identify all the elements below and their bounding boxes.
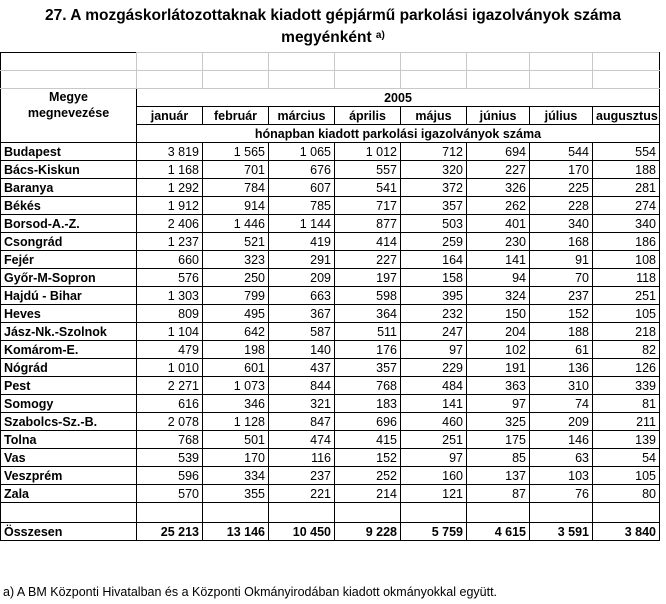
- value-cell: 105: [593, 467, 660, 485]
- value-cell: 209: [269, 269, 335, 287]
- value-cell: 323: [203, 251, 269, 269]
- value-cell: 183: [335, 395, 401, 413]
- value-cell: 768: [335, 377, 401, 395]
- value-cell: 158: [401, 269, 467, 287]
- value-cell: 170: [203, 449, 269, 467]
- value-cell: 1 303: [137, 287, 203, 305]
- title-line-2: [0, 27, 666, 49]
- value-cell: 97: [401, 341, 467, 359]
- value-cell: 437: [269, 359, 335, 377]
- value-cell: 291: [269, 251, 335, 269]
- value-cell: 587: [269, 323, 335, 341]
- county-name: Jász-Nk.-Szolnok: [1, 323, 137, 341]
- value-cell: 495: [203, 305, 269, 323]
- county-name: Nógrád: [1, 359, 137, 377]
- value-cell: 1 168: [137, 161, 203, 179]
- value-cell: 121: [401, 485, 467, 503]
- value-cell: 251: [401, 431, 467, 449]
- value-cell: 250: [203, 269, 269, 287]
- total-value-cell: 13 146: [203, 523, 269, 541]
- table-row: [1, 449, 660, 467]
- value-cell: 325: [467, 413, 530, 431]
- value-cell: 164: [401, 251, 467, 269]
- footnote: a) A BM Központi Hivatalban és a Központi Okmányirodában kiadott okmányokkal együtt.: [3, 585, 498, 599]
- value-cell: 70: [530, 269, 593, 287]
- spacer-row: [1, 53, 660, 71]
- month-header: március: [269, 107, 335, 125]
- value-cell: 596: [137, 467, 203, 485]
- value-cell: 696: [335, 413, 401, 431]
- value-cell: 357: [401, 197, 467, 215]
- value-cell: 415: [335, 431, 401, 449]
- value-cell: 539: [137, 449, 203, 467]
- value-cell: 230: [467, 233, 530, 251]
- table-row: [1, 233, 660, 251]
- county-name: Győr-M-Sopron: [1, 269, 137, 287]
- total-value-cell: 9 228: [335, 523, 401, 541]
- value-cell: 401: [467, 215, 530, 233]
- value-cell: 85: [467, 449, 530, 467]
- value-cell: 355: [203, 485, 269, 503]
- value-cell: 1 292: [137, 179, 203, 197]
- value-cell: 1 446: [203, 215, 269, 233]
- value-cell: 1 128: [203, 413, 269, 431]
- table-row: [1, 287, 660, 305]
- value-cell: 188: [530, 323, 593, 341]
- county-name: Hajdú - Bihar: [1, 287, 137, 305]
- blank-cell: [203, 503, 269, 523]
- county-name: Somogy: [1, 395, 137, 413]
- county-header-line-2: megnevezése: [27, 106, 110, 120]
- value-cell: 1 144: [269, 215, 335, 233]
- value-cell: 152: [530, 305, 593, 323]
- value-cell: 152: [335, 449, 401, 467]
- value-cell: 844: [269, 377, 335, 395]
- blank-cell: [530, 503, 593, 523]
- value-cell: 137: [467, 467, 530, 485]
- value-cell: 281: [593, 179, 660, 197]
- county-header-filler: [1, 125, 137, 143]
- table-row: [1, 161, 660, 179]
- value-cell: 367: [269, 305, 335, 323]
- subheader: hónapban kiadott parkolási igazolványok száma: [137, 125, 660, 143]
- value-cell: 2 406: [137, 215, 203, 233]
- value-cell: 1 237: [137, 233, 203, 251]
- value-cell: 139: [593, 431, 660, 449]
- value-cell: 346: [203, 395, 269, 413]
- value-cell: 479: [137, 341, 203, 359]
- value-cell: 252: [335, 467, 401, 485]
- value-cell: 259: [401, 233, 467, 251]
- value-cell: 82: [593, 341, 660, 359]
- value-cell: 247: [401, 323, 467, 341]
- table-row: [1, 197, 660, 215]
- value-cell: 809: [137, 305, 203, 323]
- value-cell: 251: [593, 287, 660, 305]
- value-cell: 237: [530, 287, 593, 305]
- value-cell: 557: [335, 161, 401, 179]
- blank-cell: [335, 503, 401, 523]
- value-cell: 784: [203, 179, 269, 197]
- value-cell: 63: [530, 449, 593, 467]
- county-name: Budapest: [1, 143, 137, 161]
- value-cell: 105: [593, 305, 660, 323]
- value-cell: 262: [467, 197, 530, 215]
- value-cell: 503: [401, 215, 467, 233]
- value-cell: 701: [203, 161, 269, 179]
- title-line-1: 27. A mozgáskorlátozottaknak kiadott gépjármű parkolási igazolványok száma: [45, 7, 621, 24]
- value-cell: 320: [401, 161, 467, 179]
- county-name: Fejér: [1, 251, 137, 269]
- header-row-year: [1, 89, 660, 107]
- value-cell: 209: [530, 413, 593, 431]
- value-cell: 334: [203, 467, 269, 485]
- value-cell: 484: [401, 377, 467, 395]
- table-row: [1, 341, 660, 359]
- value-cell: 340: [530, 215, 593, 233]
- total-value-cell: 4 615: [467, 523, 530, 541]
- value-cell: 116: [269, 449, 335, 467]
- county-name: Zala: [1, 485, 137, 503]
- table-row: [1, 413, 660, 431]
- value-cell: 1 104: [137, 323, 203, 341]
- value-cell: 141: [467, 251, 530, 269]
- value-cell: 363: [467, 377, 530, 395]
- value-cell: 598: [335, 287, 401, 305]
- value-cell: 1 012: [335, 143, 401, 161]
- county-name: Heves: [1, 305, 137, 323]
- county-name: Békés: [1, 197, 137, 215]
- month-header: június: [467, 107, 530, 125]
- month-header: május: [401, 107, 467, 125]
- blank-cell: [593, 503, 660, 523]
- table-row: [1, 431, 660, 449]
- value-cell: 339: [593, 377, 660, 395]
- value-cell: 1 010: [137, 359, 203, 377]
- table-row: [1, 215, 660, 233]
- value-cell: 108: [593, 251, 660, 269]
- value-cell: 414: [335, 233, 401, 251]
- county-name: Pest: [1, 377, 137, 395]
- table-row: [1, 305, 660, 323]
- county-name: Veszprém: [1, 467, 137, 485]
- header-row-sub: [1, 125, 660, 143]
- value-cell: 76: [530, 485, 593, 503]
- value-cell: 97: [467, 395, 530, 413]
- value-cell: 227: [467, 161, 530, 179]
- blank-cell: [401, 503, 467, 523]
- value-cell: 847: [269, 413, 335, 431]
- total-label: Összesen: [1, 523, 137, 541]
- value-cell: 326: [467, 179, 530, 197]
- table-title: [0, 0, 666, 56]
- table-row: [1, 395, 660, 413]
- value-cell: 191: [467, 359, 530, 377]
- value-cell: 91: [530, 251, 593, 269]
- value-cell: 676: [269, 161, 335, 179]
- value-cell: 1 565: [203, 143, 269, 161]
- value-cell: 474: [269, 431, 335, 449]
- value-cell: 229: [401, 359, 467, 377]
- value-cell: 419: [269, 233, 335, 251]
- county-name: Bács-Kiskun: [1, 161, 137, 179]
- value-cell: 3 819: [137, 143, 203, 161]
- value-cell: 570: [137, 485, 203, 503]
- data-table: [0, 52, 660, 541]
- value-cell: 168: [530, 233, 593, 251]
- county-name: Borsod-A.-Z.: [1, 215, 137, 233]
- value-cell: 61: [530, 341, 593, 359]
- value-cell: 576: [137, 269, 203, 287]
- value-cell: 914: [203, 197, 269, 215]
- value-cell: 321: [269, 395, 335, 413]
- value-cell: 228: [530, 197, 593, 215]
- table-row: [1, 251, 660, 269]
- value-cell: 694: [467, 143, 530, 161]
- value-cell: 188: [593, 161, 660, 179]
- value-cell: 642: [203, 323, 269, 341]
- value-cell: 140: [269, 341, 335, 359]
- total-value-cell: 5 759: [401, 523, 467, 541]
- value-cell: 717: [335, 197, 401, 215]
- value-cell: 501: [203, 431, 269, 449]
- month-header: augusztus: [593, 107, 660, 125]
- month-header: február: [203, 107, 269, 125]
- value-cell: 141: [401, 395, 467, 413]
- title-footnote-marker: a): [375, 30, 385, 41]
- total-value-cell: 25 213: [137, 523, 203, 541]
- value-cell: 372: [401, 179, 467, 197]
- table-row: [1, 359, 660, 377]
- spacer-row: [1, 71, 660, 89]
- value-cell: 198: [203, 341, 269, 359]
- value-cell: 97: [401, 449, 467, 467]
- value-cell: 160: [401, 467, 467, 485]
- value-cell: 102: [467, 341, 530, 359]
- month-header: április: [335, 107, 401, 125]
- value-cell: 616: [137, 395, 203, 413]
- county-name: Baranya: [1, 179, 137, 197]
- value-cell: 799: [203, 287, 269, 305]
- spacer-row: [1, 503, 660, 523]
- value-cell: 554: [593, 143, 660, 161]
- value-cell: 607: [269, 179, 335, 197]
- county-name: Szabolcs-Sz.-B.: [1, 413, 137, 431]
- value-cell: 274: [593, 197, 660, 215]
- value-cell: 103: [530, 467, 593, 485]
- value-cell: 2 078: [137, 413, 203, 431]
- value-cell: 521: [203, 233, 269, 251]
- value-cell: 218: [593, 323, 660, 341]
- value-cell: 211: [593, 413, 660, 431]
- value-cell: 81: [593, 395, 660, 413]
- county-name: Komárom-E.: [1, 341, 137, 359]
- blank-cell: [467, 503, 530, 523]
- value-cell: 601: [203, 359, 269, 377]
- total-row: [1, 523, 660, 541]
- value-cell: 227: [335, 251, 401, 269]
- value-cell: 712: [401, 143, 467, 161]
- value-cell: 94: [467, 269, 530, 287]
- county-name: Csongrád: [1, 233, 137, 251]
- total-value-cell: 3 591: [530, 523, 593, 541]
- value-cell: 136: [530, 359, 593, 377]
- value-cell: 150: [467, 305, 530, 323]
- blank-cell: [269, 503, 335, 523]
- county-header-cell: [1, 89, 137, 125]
- value-cell: 54: [593, 449, 660, 467]
- value-cell: 340: [593, 215, 660, 233]
- year-header: 2005: [137, 89, 660, 107]
- value-cell: 232: [401, 305, 467, 323]
- value-cell: 768: [137, 431, 203, 449]
- value-cell: 237: [269, 467, 335, 485]
- month-header: január: [137, 107, 203, 125]
- value-cell: 310: [530, 377, 593, 395]
- value-cell: 186: [593, 233, 660, 251]
- value-cell: 660: [137, 251, 203, 269]
- value-cell: 214: [335, 485, 401, 503]
- county-name: Tolna: [1, 431, 137, 449]
- value-cell: 221: [269, 485, 335, 503]
- title-line-2-text: megyénként: [281, 29, 372, 46]
- value-cell: 541: [335, 179, 401, 197]
- table-row: [1, 269, 660, 287]
- value-cell: 364: [335, 305, 401, 323]
- value-cell: 877: [335, 215, 401, 233]
- value-cell: 324: [467, 287, 530, 305]
- value-cell: 126: [593, 359, 660, 377]
- value-cell: 1 065: [269, 143, 335, 161]
- value-cell: 176: [335, 341, 401, 359]
- month-header: július: [530, 107, 593, 125]
- value-cell: 170: [530, 161, 593, 179]
- table-row: [1, 323, 660, 341]
- total-value-cell: 10 450: [269, 523, 335, 541]
- value-cell: 2 271: [137, 377, 203, 395]
- blank-cell: [137, 503, 203, 523]
- value-cell: 1 912: [137, 197, 203, 215]
- value-cell: 395: [401, 287, 467, 305]
- value-cell: 1 073: [203, 377, 269, 395]
- blank-cell: [1, 503, 137, 523]
- value-cell: 511: [335, 323, 401, 341]
- table-row: [1, 377, 660, 395]
- value-cell: 785: [269, 197, 335, 215]
- value-cell: 460: [401, 413, 467, 431]
- value-cell: 663: [269, 287, 335, 305]
- value-cell: 225: [530, 179, 593, 197]
- value-cell: 357: [335, 359, 401, 377]
- table-row: [1, 467, 660, 485]
- value-cell: 87: [467, 485, 530, 503]
- value-cell: 74: [530, 395, 593, 413]
- value-cell: 175: [467, 431, 530, 449]
- county-header-line-1: Megye: [49, 90, 88, 104]
- value-cell: 118: [593, 269, 660, 287]
- value-cell: 204: [467, 323, 530, 341]
- total-value-cell: 3 840: [593, 523, 660, 541]
- table-row: [1, 143, 660, 161]
- value-cell: 80: [593, 485, 660, 503]
- county-name: Vas: [1, 449, 137, 467]
- table-row: [1, 485, 660, 503]
- table-row: [1, 179, 660, 197]
- value-cell: 197: [335, 269, 401, 287]
- value-cell: 146: [530, 431, 593, 449]
- value-cell: 544: [530, 143, 593, 161]
